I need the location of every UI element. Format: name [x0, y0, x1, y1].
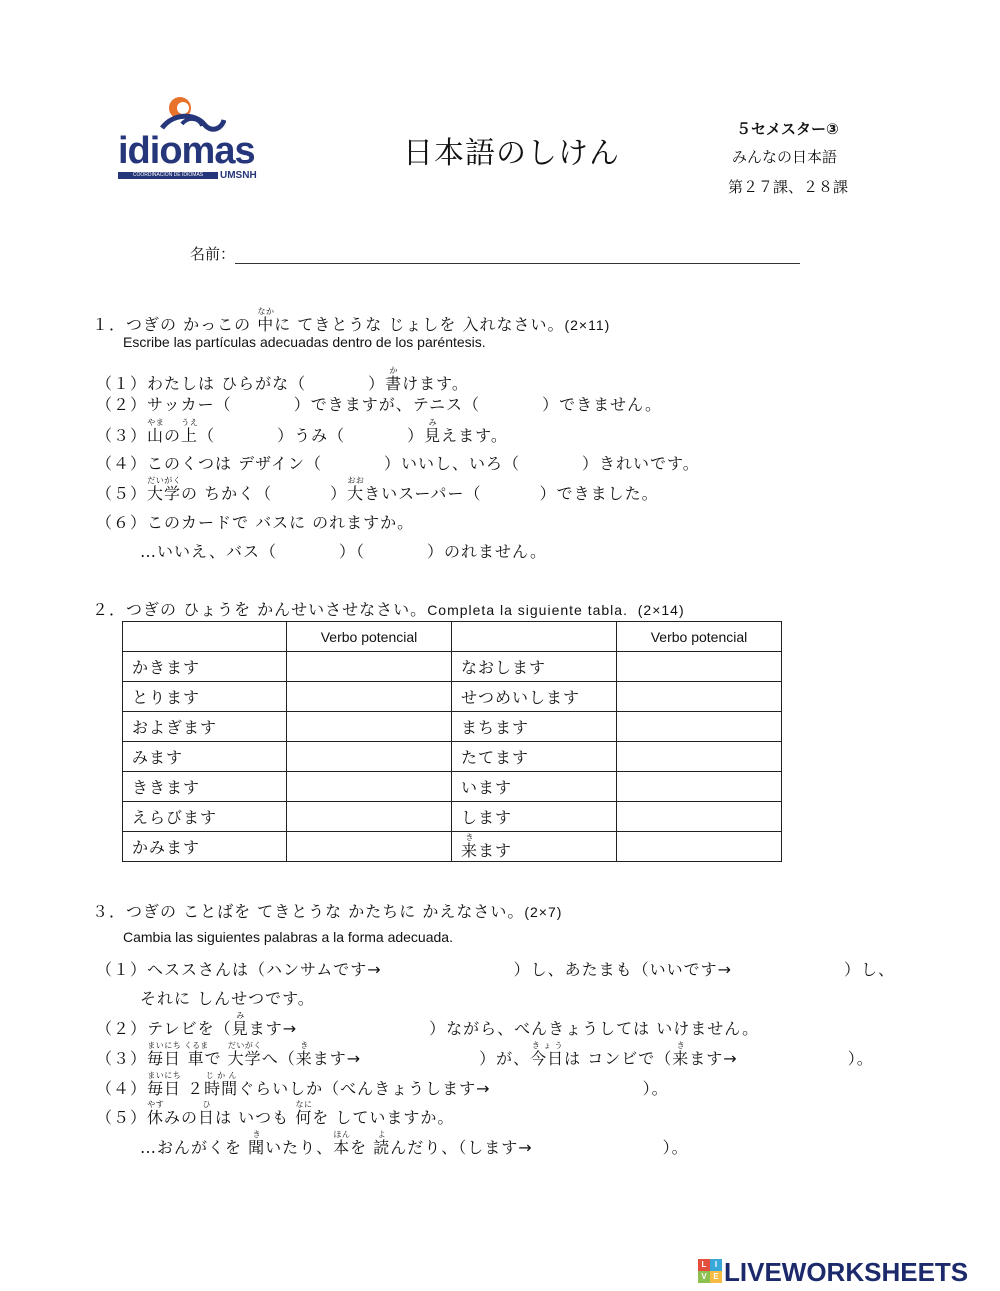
- logo-subtitle-bar: COORDINACIÓN DE IDIOMAS: [118, 172, 218, 179]
- name-label: 名前：: [190, 245, 236, 263]
- q1-line-4: （４）このくつは デザイン（ ）いいし、いろ（ ）きれいです。: [96, 454, 700, 473]
- q3-line-2: （２）テレビを（見みます→ ）ながら、べんきょうしては いけません。: [96, 1011, 760, 1038]
- table-header-row: [123, 622, 782, 652]
- verb-cell: かきます: [123, 652, 287, 682]
- table-row: [123, 772, 782, 802]
- logo-wordmark: idiomas: [118, 130, 255, 172]
- q3-line-6: …おんがくを 聞きいたり、本ほんを 読よんだり、（します→ ）。: [140, 1130, 689, 1157]
- q3-instruction: Cambia las siguientes palabras a la forma adecuada.: [123, 929, 453, 945]
- table-row: [123, 742, 782, 772]
- q1-line-6: （６）このカードで バスに のれますか。: [96, 513, 415, 532]
- table-row: [123, 682, 782, 712]
- table-header-cell: [123, 622, 287, 652]
- answer-cell[interactable]: [617, 832, 782, 862]
- table-row: [123, 802, 782, 832]
- table-header-cell: [452, 622, 617, 652]
- verb-cell: なおします: [452, 652, 617, 682]
- verb-cell: います: [452, 772, 617, 802]
- q3-line-5: （５）休やすみの日ひは いつも 何なにを していますか。: [96, 1100, 455, 1127]
- answer-cell[interactable]: [617, 802, 782, 832]
- answer-cell[interactable]: [287, 742, 452, 772]
- verb-cell: ききます: [123, 772, 287, 802]
- verb-cell: まちます: [452, 712, 617, 742]
- answer-cell[interactable]: [287, 772, 452, 802]
- table-row: [123, 652, 782, 682]
- lessons-label: 第２７課、２８課: [728, 178, 849, 196]
- table-header-cell: Verbo potencial: [287, 622, 452, 652]
- logo-umsnh: UMSNH: [220, 170, 257, 181]
- q1-line-2: （２）サッカー（ ）できますが、テニス（ ）できません。: [96, 395, 663, 414]
- q1-line-7: …いいえ、バス（ ）（ ）のれません。: [140, 542, 547, 561]
- table-row: [123, 832, 782, 862]
- verb-cell: えらびます: [123, 802, 287, 832]
- page-title: 日本語のしけん: [403, 136, 620, 171]
- verb-cell: します: [452, 802, 617, 832]
- q3-line-4: （４）毎日まいにち ２時間じかんぐらいしか（べんきょうします→ ）。: [96, 1071, 669, 1098]
- q3-heading: ３．つぎの ことばを てきとうな かたちに かえなさい。(2×7): [92, 902, 563, 921]
- verb-cell: およぎます: [123, 712, 287, 742]
- answer-cell[interactable]: [617, 772, 782, 802]
- name-row: [190, 243, 800, 264]
- answer-cell[interactable]: [287, 802, 452, 832]
- q1-instruction: Escribe las partículas adecuadas dentro de los paréntesis.: [123, 334, 486, 350]
- answer-cell[interactable]: [287, 652, 452, 682]
- q1-line-3: （３）山やまの上うえ（ ）うみ（ ）見みえます。: [96, 418, 508, 445]
- answer-cell[interactable]: [617, 742, 782, 772]
- answer-cell[interactable]: [287, 832, 452, 862]
- answer-cell[interactable]: [617, 712, 782, 742]
- answer-cell[interactable]: [287, 712, 452, 742]
- verb-cell: 来きます: [452, 832, 617, 862]
- verb-cell: たてます: [452, 742, 617, 772]
- answer-cell[interactable]: [617, 652, 782, 682]
- verb-cell: みます: [123, 742, 287, 772]
- semester-label: ５セメスター③: [736, 120, 839, 138]
- verb-table: [122, 621, 782, 862]
- textbook-label: みんなの日本語: [732, 148, 838, 166]
- verb-cell: とります: [123, 682, 287, 712]
- liveworksheets-wordmark: LIVEWORKSHEETS: [724, 1257, 969, 1287]
- idiomas-logo: [116, 94, 266, 184]
- answer-cell[interactable]: [287, 682, 452, 712]
- name-input-line[interactable]: [235, 249, 800, 264]
- table-row: [123, 712, 782, 742]
- q3-line-1b: それに しんせつです。: [140, 989, 315, 1008]
- table-header-cell: Verbo potencial: [617, 622, 782, 652]
- q3-line-3: （３）毎日まいにち 車くるまで 大学だいがくへ（来きます→ ）が、今日きょうは コンビで（来きます→ ）。: [96, 1041, 874, 1068]
- answer-cell[interactable]: [617, 682, 782, 712]
- verb-cell: かみます: [123, 832, 287, 862]
- verb-cell: せつめいします: [452, 682, 617, 712]
- q1-line-1: （１）わたしは ひらがな（ ）書かけます。: [96, 366, 469, 393]
- q2-heading: ２．つぎの ひょうを かんせいさせなさい。Completa la siguiente tabla. (2×14): [92, 600, 685, 619]
- q1-heading: １．つぎの かっこの 中なかに てきとうな じょしを 入れなさい。(2×11): [92, 307, 611, 334]
- q3-line-1: （１）ヘススさんは（ハンサムです→ ）し、あたまも（いいです→ ）し、: [96, 960, 896, 979]
- liveworksheets-icon: L I V E: [698, 1259, 722, 1283]
- q1-line-5: （５）大学だいがくの ちかく（ ）大おおきいスーパー（ ）できました。: [96, 476, 659, 503]
